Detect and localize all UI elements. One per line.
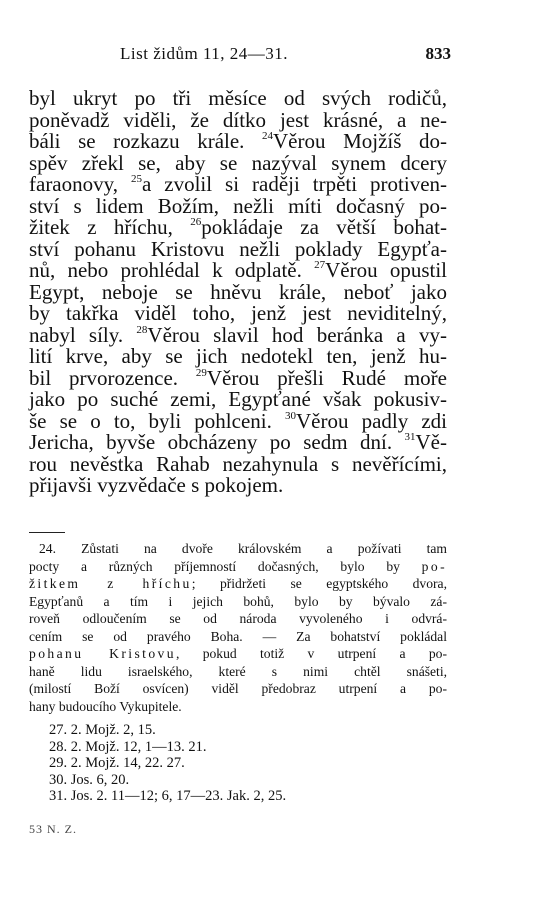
running-title: List židům 11, 24—31. — [120, 44, 289, 63]
footnote-line: pocty a různých příjemností dočasných, bylo by po- — [29, 558, 447, 574]
footnote-line: žitkem z hříchu; přidržeti se egyptského dvora, — [29, 576, 447, 591]
body-line: nabyl síly. $^{28}$Věrou slavil hod beránka a vy- — [29, 322, 447, 347]
body-line: žitek z hříchu, $^{26}$pokládaje za větší bohat- — [29, 215, 448, 239]
footnote-line: Egypťanů a tím i jejich bohů, bylo by bývalo zá- — [29, 593, 447, 609]
verse-number: 24 — [262, 130, 274, 142]
body-line: přijavši vyzvědače s pokojem. — [29, 473, 284, 497]
cross-reference: 28. 2. Mojž. 12, 1—13. 21. — [49, 738, 207, 755]
body-line: poněvadž viděli, že dítko jest krásné, a ne- — [29, 107, 447, 132]
printer-signature: 53 N. Z. — [29, 822, 77, 836]
body-line: byl ukryt po tři měsíce od svých rodičů, — [29, 86, 447, 110]
verse-number: 26 — [190, 216, 202, 228]
footnote-line: pohanu Kristovu, pokud totiž v utrpení a po- — [29, 646, 448, 661]
body-line: Egypt, neboje se hněvu krále, neboť jako — [29, 279, 447, 304]
footnote-line: hany budoucího Vykupitele. — [29, 698, 182, 714]
body-line: báli se rozkazu krále. $^{24}$Věrou Mojžíš do- — [29, 129, 447, 153]
cross-reference: 29. 2. Mojž. 14, 22. 27. — [49, 755, 185, 771]
verse-number: 27 — [314, 259, 326, 271]
verse-number: 29 — [195, 366, 207, 379]
page-header — [0, 44, 546, 68]
footnote-line: roveň odloučením se od národa vyvoleného i odvrá- — [29, 611, 447, 626]
page-number: 833 — [425, 44, 451, 63]
footnote-rule — [29, 532, 65, 533]
verse-number: 28 — [136, 323, 148, 336]
body-line: nů, nebo prohlédal k odplatě. $^{27}$Věrou opustil — [29, 258, 447, 282]
cross-reference: 27. 2. Mojž. 2, 15. — [49, 722, 156, 738]
body-line: jako po suché zemi, Egypťané však pokusiv- — [29, 387, 447, 411]
footnote-24 — [29, 540, 447, 715]
cross-reference: 31. Jos. 2. 11—12; 6, 17—23. Jak. 2, 25. — [49, 788, 287, 804]
body-line: ství pohanu Kristovu nežli poklady Egypťa- — [29, 236, 447, 261]
footnote-line: haně lidu israelského, které s nimi chtěl snášeti, — [29, 663, 447, 679]
body-line: faraonovy, $^{25}$a zvolil si raději trpěti protiven- — [29, 172, 448, 196]
body-text — [29, 88, 447, 497]
body-line: ství s lidem Božím, nežli míti dočasný po- — [29, 193, 447, 218]
body-line: lití krve, aby se jich nedotekl ten, jenž hu- — [29, 344, 447, 368]
verse-number: 31 — [404, 431, 416, 443]
cross-reference: 30. Jos. 6, 20. — [49, 771, 130, 788]
body-line: Jericha, byvše obcházeny po sedm dní. $^{31}$Vě- — [29, 430, 447, 454]
body-line: še se o to, byli pohlceni. $^{30}$Věrou padly zdi — [29, 408, 447, 433]
footnote-line: 24. Zůstati na dvoře královském a požívati tam — [39, 541, 447, 556]
body-line: bil prvorozence. $^{29}$Věrou přešli Rudé moře — [29, 365, 447, 390]
verse-number: 25 — [130, 173, 142, 185]
body-line: spěv zřekl se, aby se nazýval synem dcery — [29, 150, 447, 175]
footnote-line: (milostí Boží osvícen) viděl předobraz utrpení a po- — [29, 681, 447, 696]
cross-references — [49, 722, 449, 805]
body-line: rou nevěstka Rahab nezahynula s nevěřícími, — [29, 451, 447, 476]
verse-number: 30 — [284, 409, 296, 422]
footnote-line: cením se od pravého Boha. — Za bohatství pokládal — [29, 628, 447, 644]
body-line: by takřka viděl toho, jenž jest neviditelný, — [29, 301, 447, 325]
